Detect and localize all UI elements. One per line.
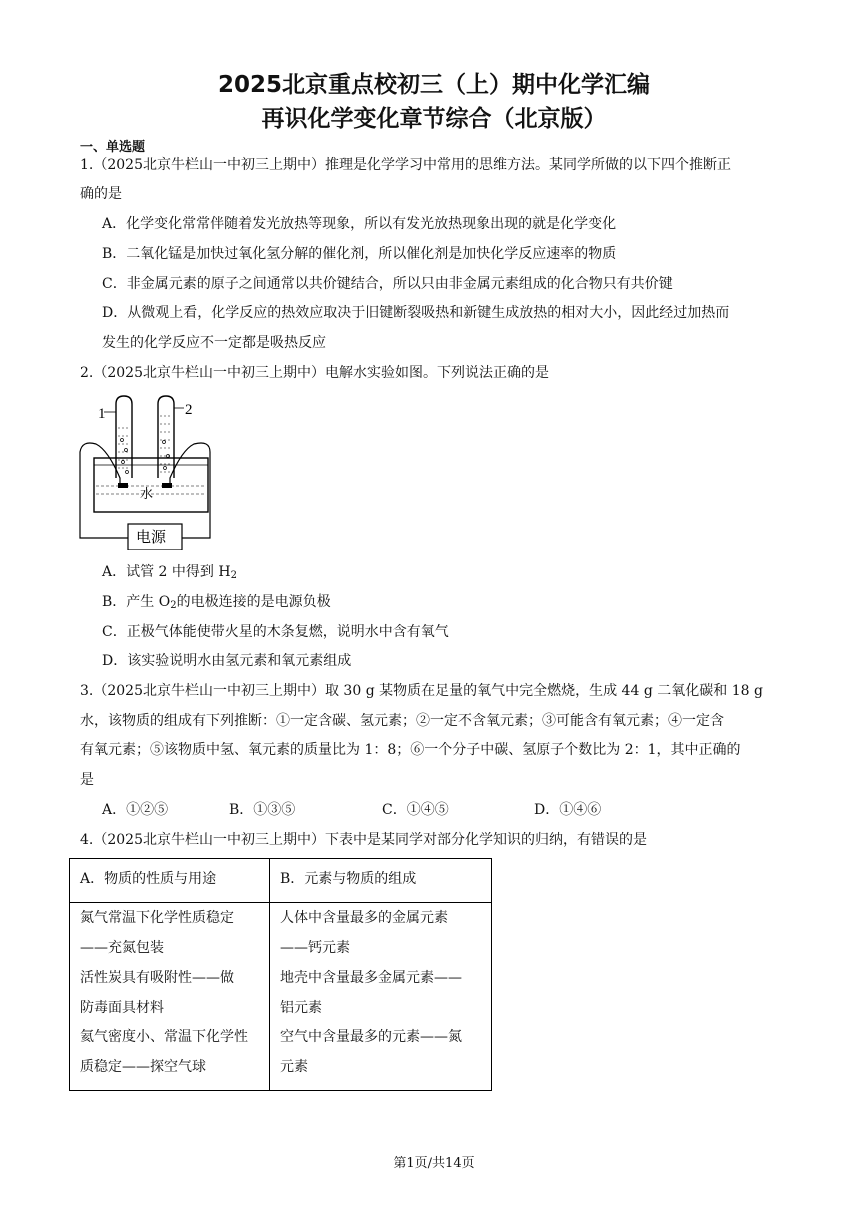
table-b-line-5: 空气中含量最多的元素——氮 (280, 1029, 462, 1045)
q2-stem: 2.（2025北京牛栏山一中初三上期中）电解水实验如图。下列说法正确的是 (80, 365, 549, 381)
table-b-line-3: 地壳中含量最多金属元素—— (280, 970, 462, 986)
q4-stem: 4.（2025北京牛栏山一中初三上期中）下表中是某同学对部分化学知识的归纳，有错误的是 (80, 832, 647, 848)
electrolysis-diagram (78, 390, 228, 550)
beaker (94, 458, 208, 512)
q3-option-b: B．①③⑤ (229, 802, 296, 818)
document-title-line-2: 再识化学变化章节综合（北京版） (261, 106, 607, 132)
table-a-line-5: 氦气密度小、常温下化学性 (80, 1029, 248, 1045)
table-a-line-6: 质稳定——探空气球 (80, 1059, 206, 1075)
table-header-a: A．物质的性质与用途 (80, 871, 217, 887)
q2-option-c: C．正极气体能使带火星的木条复燃，说明水中含有氧气 (102, 624, 449, 640)
table-a-line-2: ——充氮包装 (80, 940, 164, 956)
table-b-line-4: 铝元素 (280, 1000, 322, 1016)
tube-label-1: 1 (98, 406, 106, 422)
test-tube-2 (158, 396, 174, 478)
water-label: 水 (140, 487, 154, 502)
table-b-line-6: 元素 (280, 1059, 308, 1075)
section-heading: 一、单选题 (80, 140, 146, 155)
q1-stem-line-2: 确的是 (80, 186, 122, 202)
q4-table (69, 858, 492, 1091)
power-label: 电源 (136, 528, 167, 546)
q3-option-d: D．①④⑥ (534, 802, 602, 818)
q3-stem-line-2: 水，该物质的组成有下列推断：①一定含碳、氢元素；②一定不含氧元素；③可能含有氧元素；④一定含 (80, 713, 724, 729)
q1-option-d-line-2: 发生的化学反应不一定都是吸热反应 (102, 335, 326, 351)
table-header-b: B．元素与物质的组成 (280, 871, 417, 887)
q1-stem-line-1: 1.（2025北京牛栏山一中初三上期中）推理是化学学习中常用的思维方法。某同学所做的以下四个推断正 (80, 157, 731, 173)
q2-option-a: A．试管 2 中得到 $H_2$ (102, 564, 237, 581)
document-title-line-1: 2025北京重点校初三（上）期中化学汇编 (217, 72, 650, 98)
q3-stem-line-1: 3.（2025北京牛栏山一中初三上期中）取 30 g 某物质在足量的氧气中完全燃烧，生成 44 g 二氧化碳和 18 g (80, 683, 763, 699)
q3-option-a: A．①②⑤ (102, 802, 169, 818)
q1-option-c: C．非金属元素的原子之间通常以共价键结合，所以只由非金属元素组成的化合物只有共价键 (102, 276, 673, 292)
wire-left (80, 443, 128, 538)
table-a-line-4: 防毒面具材料 (80, 1000, 164, 1016)
q1-option-d-line-1: D．从微观上看，化学反应的热效应取决于旧键断裂吸热和新键生成放热的相对大小，因此经过加热而 (102, 305, 730, 321)
electrode-right (162, 483, 172, 488)
q3-option-c: C．①④⑤ (382, 802, 449, 818)
tube-label-2: 2 (185, 402, 193, 418)
test-tube-1 (116, 396, 132, 478)
electrode-left (118, 483, 128, 488)
table-b-line-2: ——钙元素 (280, 940, 350, 956)
table-b-line-1: 人体中含量最多的金属元素 (280, 910, 448, 926)
page-footer: 第1页/共14页 (393, 1156, 475, 1171)
q3-stem-line-4: 是 (80, 772, 94, 788)
q3-stem-line-3: 有氧元素；⑤该物质中氢、氧元素的质量比为 1：8；⑥一个分子中碳、氢原子个数比为 2：1，其中正确的 (80, 742, 741, 758)
q2-option-d: D．该实验说明水由氢元素和氧元素组成 (102, 653, 352, 669)
q1-option-a: A．化学变化常常伴随着发光放热等现象，所以有发光放热现象出现的就是化学变化 (102, 216, 617, 232)
q2-option-b: B．产生 $O_2$的电极连接的是电源负极 (102, 594, 331, 611)
q1-option-b: B．二氧化锰是加快过氧化氢分解的催化剂，所以催化剂是加快化学反应速率的物质 (102, 246, 617, 262)
table-a-line-1: 氮气常温下化学性质稳定 (80, 910, 234, 926)
table-a-line-3: 活性炭具有吸附性——做 (80, 970, 234, 986)
